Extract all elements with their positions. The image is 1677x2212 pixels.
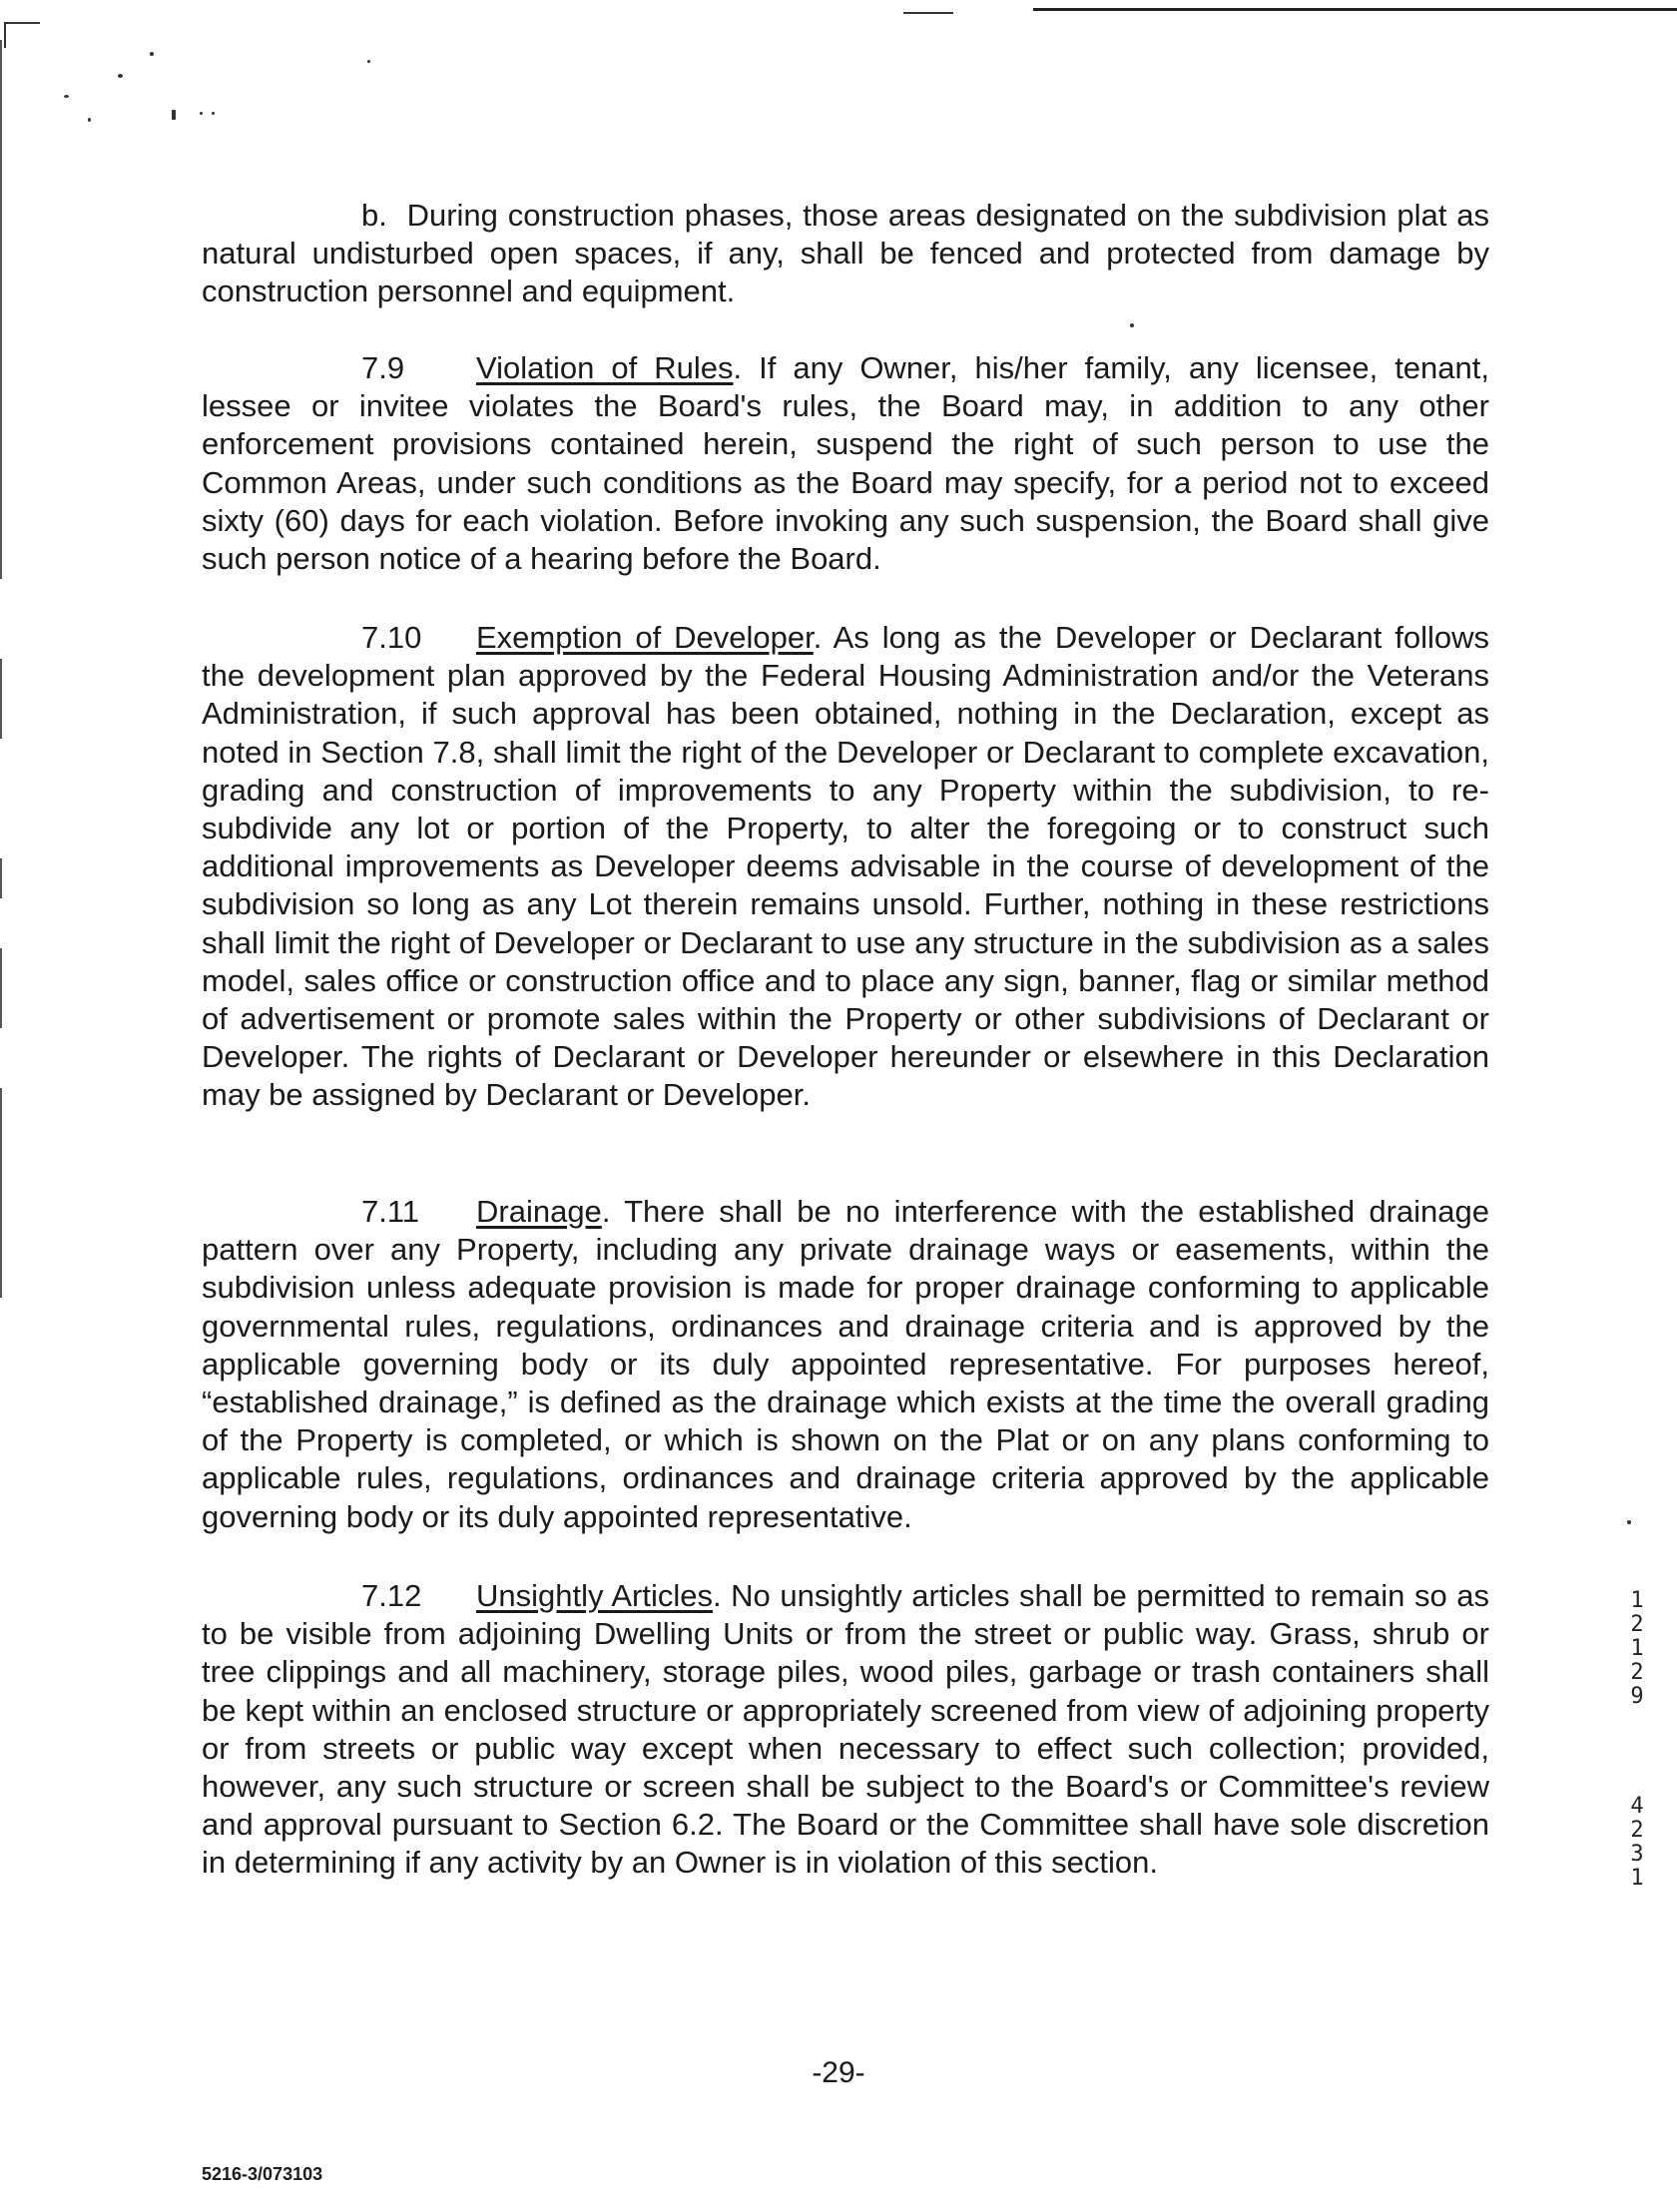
paragraph-b (202, 197, 1489, 311)
section-number: 7.11 (361, 1194, 420, 1229)
stamp-char: 2 (1630, 1660, 1644, 1685)
stamp-char: 2 (1630, 1612, 1644, 1637)
stamp-char: 2 (1630, 1818, 1644, 1843)
scan-speck (367, 60, 370, 63)
scan-speck (1627, 1520, 1631, 1524)
stamp-char: 4 (1630, 1794, 1644, 1819)
scan-left-edge (0, 659, 2, 739)
section-7-11 (202, 1193, 1489, 1536)
scan-speck (88, 118, 91, 122)
section-title: Exemption of Developer (476, 620, 814, 655)
scan-corner-mark-vertical (4, 22, 6, 48)
recording-stamp-top (1625, 1589, 1649, 1709)
section-text: . No unsightly articles shall be permitted to remain so as to be visible from adjoining Dwelling Units or from the street or public way. Grass, shrub or tree clippings and all machinery, storage piles, wood piles, garbage or trash containers shall be kept within an enclosed structure or appropriately screened from view of adjoining property or from streets or public way except when necessary to effect such collection; provided, however, any such structure or screen shall be subject to the Board's or Committee's review and approval pursuant to Section 6.2. The Board or the Committee shall have sole discretion in determining if any activity by an Owner is in violation of this section. (202, 1578, 1489, 1881)
scan-speck (212, 112, 215, 115)
section-title: Violation of Rules (476, 350, 734, 385)
scan-top-dash (903, 12, 953, 14)
scan-left-edge (0, 858, 2, 898)
section-number: 7.12 (361, 1578, 422, 1613)
section-7-10 (202, 619, 1489, 1115)
paragraph-label: b. (361, 198, 387, 233)
scan-left-edge (0, 1088, 2, 1298)
paragraph-text: During construction phases, those areas designated on the subdivision plat as natural undisturbed open spaces, if any, shall be fenced and protected from damage by construction personnel and equipment. (202, 198, 1489, 309)
section-text: . If any Owner, his/her family, any licensee, tenant, lessee or invitee violates the Board's rules, the Board may, in addition to any other enforcement provisions contained herein, suspend the right of such person to use the Common Areas, under such conditions as the Board may specify, for a period not to exceed sixty (60) days for each violation. Before invoking any such suspension, the Board shall give such person notice of a hearing before the Board. (202, 350, 1489, 577)
stamp-char: 3 (1630, 1842, 1644, 1867)
section-7-12 (202, 1577, 1489, 1883)
page-number: -29- (812, 2056, 865, 2089)
section-7-9 (202, 349, 1489, 578)
section-text: . There shall be no interference with the established drainage pattern over any Property, including any private drainage ways or easements, within the subdivision unless adequate provision is made for proper drainage conforming to applicable governmental rules, regulations, ordinances and drainage criteria and is approved by the applicable governing body or its duly appointed representative. For purposes hereof, “established drainage,” is defined as the drainage which exists at the time the overall grading of the Property is completed, or which is shown on the Plat or on any plans conforming to applicable rules, regulations, ordinances and drainage criteria approved by the applicable governing body or its duly appointed representative. (202, 1194, 1489, 1534)
scan-speck (172, 110, 176, 120)
section-title: Drainage (476, 1194, 602, 1229)
scan-top-line (1033, 8, 1677, 11)
recording-stamp-bottom (1625, 1795, 1649, 1891)
scan-left-edge (0, 948, 2, 1028)
stamp-char: 1 (1630, 1866, 1644, 1891)
scan-corner-mark (4, 22, 40, 24)
scan-speck (150, 52, 154, 56)
section-number: 7.9 (361, 350, 405, 385)
scan-speck (64, 95, 69, 98)
document-code: 5216-3/073103 (202, 2164, 323, 2184)
section-text: . As long as the Developer or Declarant follows the development plan approved by the Federal Housing Administration and/or the Veterans Administration, if such approval has been obtained, nothing in the Declaration, except as noted in Section 7.8, shall limit the right of the Developer or Declarant to complete excavation, grading and construction of improvements to any Property within the subdivision, to re-subdivide any lot or portion of the Property, to alter the foregoing or to construct such additional improvements as Developer deems advisable in the course of development of the subdivision so long as any Lot therein remains unsold. Further, nothing in these restrictions shall limit the right of Developer or Declarant to use any structure in the subdivision as a sales model, sales office or construction office and to place any sign, banner, flag or similar method of advertisement or promote sales within the Property or other subdivisions of Declarant or Developer. The rights of Declarant or Developer hereunder or elsewhere in this Declaration may be assigned by Declarant or Developer. (202, 620, 1489, 1113)
scan-speck (118, 74, 123, 78)
scan-speck (200, 112, 203, 115)
stamp-char: 1 (1630, 1588, 1644, 1613)
stamp-char: 9 (1630, 1684, 1644, 1709)
scan-speck (1130, 323, 1134, 327)
section-title: Unsightly Articles (476, 1578, 713, 1613)
stamp-char: 1 (1630, 1636, 1644, 1661)
scan-left-edge (0, 40, 2, 579)
section-number: 7.10 (361, 620, 422, 655)
